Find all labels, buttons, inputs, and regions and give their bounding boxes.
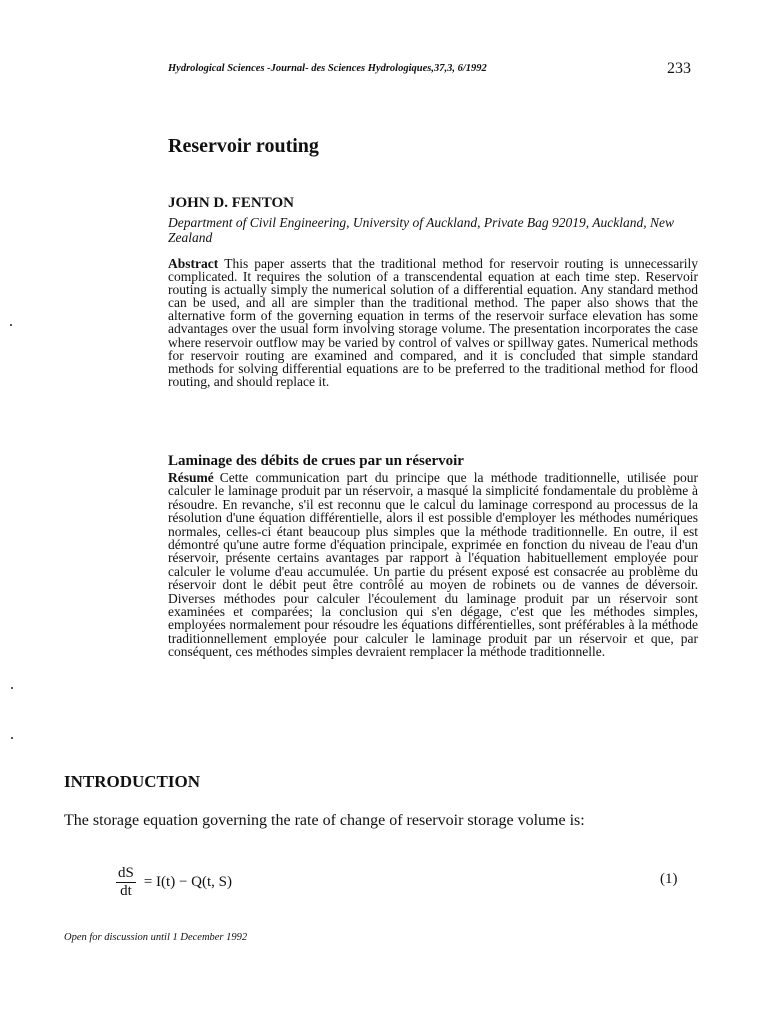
introduction-text: The storage equation governing the rate of change of reservoir storage volume is:: [64, 812, 585, 829]
equation-denominator: dt: [120, 882, 132, 899]
resume-label: Résumé: [168, 470, 214, 485]
abstract-text: This paper asserts that the traditional method for reservoir routing is unnecessarily complicated. It requires the solution of a transcendental equation at each time step. Reservoir routing is actually simply the numerical solution of a differential equation. Any standard method can be used, and all are simpler than the traditional method. The paper also shows that the alternative form of the governing equation in terms of the reservoir surface elevation has some advantages over the usual form involving storage volume. The presentation incorporates the case where reservoir outflow may be varied by control of valves or spillway gates. Numerical methods for reservoir routing are examined and compared, and it is concluded that simple standard methods for solving differential equations are to be preferred to the traditional method for flood routing, and should replace it.: [168, 256, 698, 389]
french-title: Laminage des débits de crues par un réservoir: [168, 453, 464, 469]
equation-rhs: = I(t) − Q(t, S): [143, 873, 232, 890]
author-affiliation: Department of Civil Engineering, University of Auckland, Private Bag 92019, Auckland, New Zealand: [168, 215, 675, 245]
abstract-paragraph: [168, 257, 698, 388]
storage-equation: [116, 862, 232, 902]
equation-numerator: dS: [118, 864, 134, 881]
scan-speck: [11, 687, 13, 689]
introduction-heading: INTRODUCTION: [64, 772, 201, 791]
abstract-label: Abstract: [168, 256, 219, 271]
scan-speck: [11, 737, 13, 739]
article-title: Reservoir routing: [168, 135, 319, 157]
scan-speck: [10, 324, 12, 326]
journal-header: Hydrological Sciences -Journal- des Sciences Hydrologiques,37,3, 6/1992: [168, 63, 487, 74]
equation-fraction: [116, 865, 136, 900]
resume-paragraph: [168, 471, 698, 659]
equation-number: (1): [660, 871, 678, 887]
page-number: 233: [667, 60, 691, 77]
author-name: JOHN D. FENTON: [168, 195, 294, 211]
resume-text: Cette communication part du principe que la méthode traditionnelle, utilisée pour calculer le laminage produit par un réservoir, a masqué la simplicité fondamentale du problème à résoudre. En revanche, s'il est reconnu que le calcul du laminage correspond au processus de la résolution d'une équation différentielle, alors il est possible d'employer les méthodes numériques normales, celles-ci étant beaucoup plus simples que la méthode traditionnelle. En outre, il est démontré qu'une autre forme d'équation principale, exprimée en fonction du niveau de l'eau d'un réservoir, présente certains avantages par rapport à l'équation habituellement employée pour calculer le volume d'eau accumulée. Un partie du présent exposé est consacrée au problème du réservoir dont le débit peut être contrôlé au moyen de robinets ou de vannes de déversoir. Diverses méthodes pour calculer l'écoulement du laminage produit par un réservoir sont examinées et comparées; la conclusion qui s'en dégage, c'est que les méthodes simples, employées normalement pour résoudre les équations différentielles, sont préférables à la méthode traditionnellement employée pour calculer le laminage produit par un réservoir et que, par conséquent, ces méthodes simples devraient remplacer la méthode traditionnelle.: [168, 470, 698, 660]
discussion-footnote: Open for discussion until 1 December 1992: [64, 932, 248, 943]
